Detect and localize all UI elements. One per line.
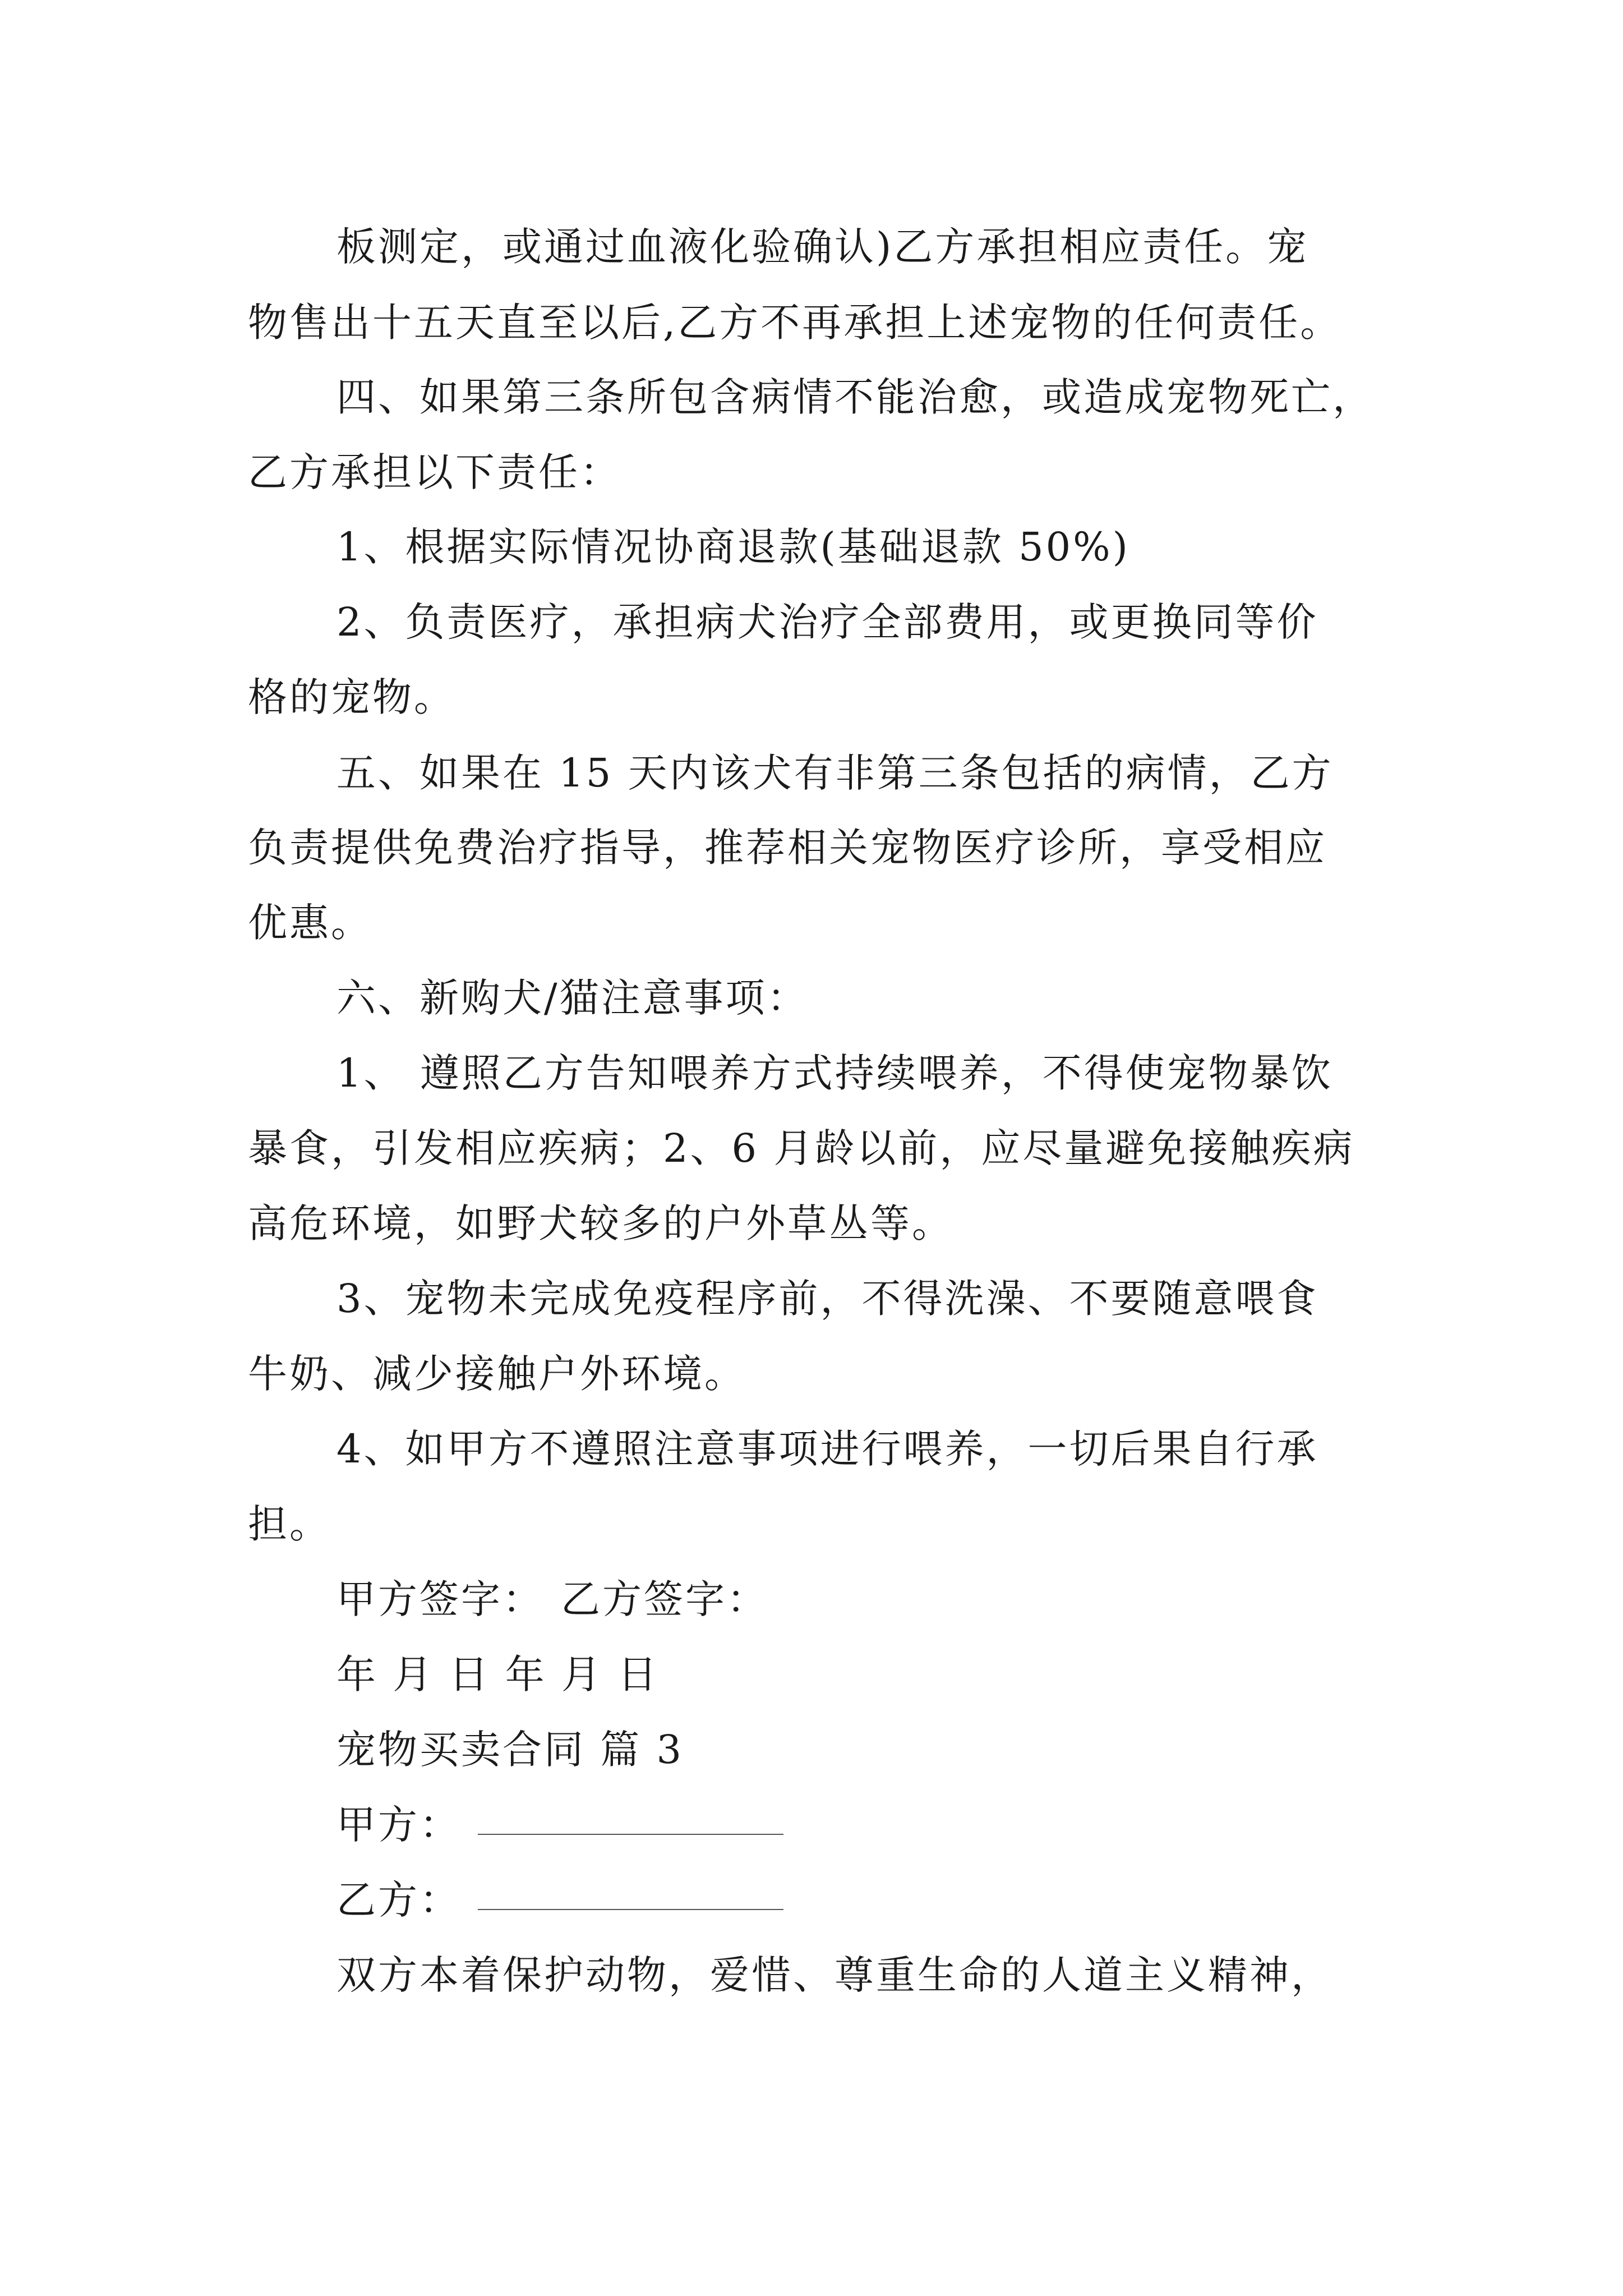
party-b-blank <box>478 1909 783 1910</box>
party-b-row <box>336 1877 783 1923</box>
signature-line <box>336 1576 768 1622</box>
text-line: 优惠。 <box>248 900 372 946</box>
text-line: 板测定，或通过血液化验确认)乙方承担相应责任。宠 <box>336 224 1309 270</box>
party-b-signature-label: 乙方签字： <box>561 1576 768 1622</box>
text-line: 2、负责医疗，承担病犬治疗全部费用，或更换同等价 <box>336 599 1318 645</box>
party-a-blank <box>478 1834 783 1835</box>
party-a-label: 甲方： <box>336 1802 461 1848</box>
text-line: 高危环境，如野犬较多的户外草丛等。 <box>248 1200 953 1246</box>
text-line: 负责提供免费治疗指导，推荐相关宠物医疗诊所，享受相应 <box>248 825 1327 871</box>
text-line: 物售出十五天直至以后,乙方不再承担上述宠物的任何责任。 <box>248 300 1342 346</box>
text-line: 1、 遵照乙方告知喂养方式持续喂养，不得使宠物暴饮 <box>336 1050 1333 1096</box>
text-line: 担。 <box>248 1501 331 1547</box>
party-b-label: 乙方： <box>336 1877 461 1923</box>
text-line: 五、如果在 15 天内该犬有非第三条包括的病情，乙方 <box>336 750 1334 796</box>
text-line: 暴食，引发相应疾病；2、6 月龄以前，应尽量避免接触疾病 <box>248 1125 1355 1171</box>
text-line: 1、根据实际情况协商退款(基础退款 50%) <box>336 524 1130 570</box>
text-line: 四、如果第三条所包含病情不能治愈，或造成宠物死亡， <box>336 374 1374 420</box>
text-line: 格的宠物。 <box>248 674 455 720</box>
text-line: 3、宠物未完成免疫程序前，不得洗澡、不要随意喂食 <box>336 1276 1318 1322</box>
party-a-signature-label: 甲方签字： <box>336 1576 544 1622</box>
text-line: 4、如甲方不遵照注意事项进行喂养，一切后果自行承 <box>336 1426 1318 1472</box>
text-line: 六、新购犬/猫注意事项： <box>336 975 809 1021</box>
party-a-row <box>336 1802 783 1848</box>
closing-line: 双方本着保护动物，爱惜、尊重生命的人道主义精神， <box>336 1952 1332 1998</box>
text-line: 牛奶、减少接触户外环境。 <box>248 1351 746 1397</box>
date-line: 年 月 日 年 月 日 <box>336 1651 660 1697</box>
section-title: 宠物买卖合同 篇 3 <box>336 1727 684 1773</box>
text-line: 乙方承担以下责任： <box>248 449 621 495</box>
